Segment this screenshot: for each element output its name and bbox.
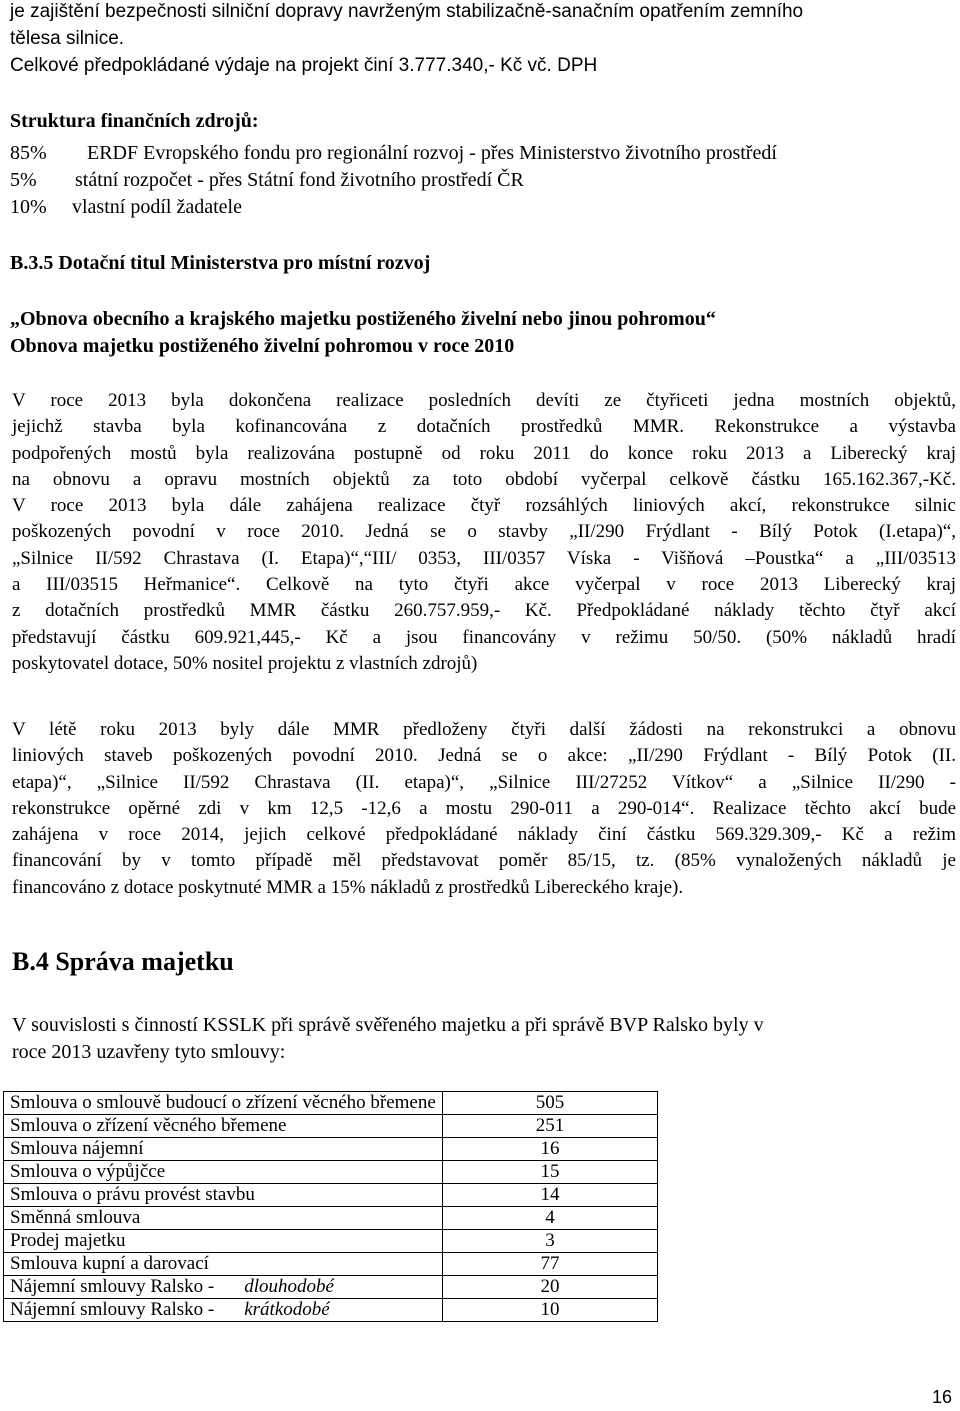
contract-name-cell <box>4 1253 443 1276</box>
contract-name-cell <box>4 1184 443 1207</box>
contract-count: 20 <box>443 1276 658 1299</box>
subheading-1: „Obnova obecního a krajského majetku postiženého živelní nebo jinou pohromou“ <box>10 308 716 330</box>
contract-name: Smlouva nájemní <box>10 1138 144 1159</box>
funding-pct: 5% <box>10 169 37 191</box>
paragraph-2 <box>12 717 956 901</box>
contract-count: 505 <box>443 1092 658 1115</box>
table-row <box>4 1230 658 1253</box>
funding-pct: 85% <box>10 142 47 164</box>
funding-text: vlastní podíl žadatele <box>72 196 242 218</box>
text-line: poškozených povodní v roce 2010. Jedná se o stavby „II/290 Frýdlant - Bílý Potok (I.etapa)“, <box>12 521 956 543</box>
contract-name-cell <box>4 1138 443 1161</box>
table-row <box>4 1092 658 1115</box>
contract-name: Nájemní smlouvy Ralsko - <box>10 1276 215 1297</box>
contract-count: 16 <box>443 1138 658 1161</box>
text-line: podpořených mostů byla realizována postupně od roku 2011 do konce roku 2013 a Liberecký kraj <box>12 442 956 464</box>
text-line: na obnovu a opravu mostních objektů za toto období vyčerpal celkově částku 165.162.367,-Kč. <box>12 468 956 490</box>
text-line: V létě roku 2013 byly dále MMR předloženy čtyři další žádosti na rekonstrukci a obnovu <box>12 719 956 740</box>
contract-name: Smlouva o výpůjčce <box>10 1161 166 1182</box>
table-row <box>4 1207 658 1230</box>
section-heading-b4: B.4 Správa majetku <box>12 947 234 976</box>
contract-name-cell <box>4 1207 443 1230</box>
contracts-table <box>3 1091 658 1322</box>
contract-count: 3 <box>443 1230 658 1253</box>
contract-name-cell <box>4 1299 443 1322</box>
contract-count: 77 <box>443 1253 658 1276</box>
b4-intro-line-2: roce 2013 uzavřeny tyto smlouvy: <box>12 1041 286 1063</box>
intro-line-2: tělesa silnice. <box>10 28 125 49</box>
table-row <box>4 1253 658 1276</box>
table-row <box>4 1115 658 1138</box>
contract-name: Smlouva kupní a darovací <box>10 1253 209 1274</box>
contract-name-cell <box>4 1276 443 1299</box>
page-number: 16 <box>931 1387 952 1407</box>
text-line: financováno z dotace poskytnuté MMR a 15% nákladů z prostředků Libereckého kraje). <box>12 876 684 898</box>
b4-intro-line-1: V souvislosti s činností KSSLK při správě svěřeného majetku a při správě BVP Ralsko byly v <box>12 1014 764 1036</box>
contract-count: 15 <box>443 1161 658 1184</box>
contract-count: 14 <box>443 1184 658 1207</box>
paragraph-1 <box>12 388 956 677</box>
text-line: etapa)“, „Silnice II/592 Chrastava (II. etapa)“, „Silnice III/27252 Vítkov“ a „Silnice II/290 - <box>12 771 956 793</box>
funding-heading: Struktura finančních zdrojů: <box>10 110 259 132</box>
contract-term: krátkodobé <box>244 1299 330 1320</box>
text-line: a III/03515 Heřmanice“. Celkově na tyto čtyři akce vyčerpal v roce 2013 Liberecký kraj <box>12 574 956 596</box>
funding-text: ERDF Evropského fondu pro regionální rozvoj - přes Ministerstvo životního prostředí <box>87 142 777 164</box>
table-row <box>4 1299 658 1322</box>
contract-name-cell <box>4 1230 443 1253</box>
table-row <box>4 1161 658 1184</box>
contract-count: 4 <box>443 1207 658 1230</box>
intro-line-1: je zajištění bezpečnosti silniční dopravy navrženým stabilizačně-sanačním opatřením zemního <box>10 1 804 22</box>
contract-name-cell <box>4 1115 443 1138</box>
contract-name: Prodej majetku <box>10 1230 126 1251</box>
text-line: z dotačních prostředků MMR částku 260.757.959,- Kč. Předpokládané náklady těchto čtyř akcí <box>12 600 956 622</box>
intro-line-3: Celkové předpokládané výdaje na projekt činí 3.777.340,- Kč vč. DPH <box>10 55 598 76</box>
text-line: rekonstrukce opěrné zdi v km 12,5 -12,6 a mostu 290-011 a 290-014“. Realizace těchto akcí bude <box>12 797 956 819</box>
text-line: představují částku 609.921,445,- Kč a jsou financovány v režimu 50/50. (50% nákladů hradí <box>12 626 956 648</box>
subheading-2: Obnova majetku postiženého živelní pohromou v roce 2010 <box>10 335 515 357</box>
contract-term: dlouhodobé <box>244 1276 334 1297</box>
text-line: zahájena v roce 2014, jejich celkové předpokládané náklady činí částku 569.329.309,- Kč a režim <box>12 824 956 846</box>
contract-name-cell <box>4 1092 443 1115</box>
table-row <box>4 1138 658 1161</box>
funding-row <box>10 167 524 193</box>
text-line: V roce 2013 byla dále zahájena realizace čtyř rozsáhlých liniových akcí, rekonstrukce silnic <box>12 495 956 517</box>
section-heading-b35: B.3.5 Dotační titul Ministerstva pro místní rozvoj <box>10 252 431 274</box>
contract-name: Nájemní smlouvy Ralsko - <box>10 1299 215 1320</box>
text-line: liniových staveb poškozených povodní 2010. Jedná se o akce: „II/290 Frýdlant - Bílý Potok (II. <box>12 745 956 767</box>
text-line: „Silnice II/592 Chrastava (I. Etapa)“,“III/ 0353, III/0357 Víska - Višňová –Poustka“ a „III/03513 <box>12 547 956 569</box>
table-row <box>4 1184 658 1207</box>
funding-row <box>10 140 777 166</box>
text-line: jejichž stavba byla kofinancována z dotačních prostředků MMR. Rekonstrukce a výstavba <box>12 416 956 438</box>
table-row <box>4 1276 658 1299</box>
funding-row <box>10 194 242 220</box>
contract-name: Smlouva o zřízení věcného břemene <box>10 1115 287 1136</box>
contract-name: Smlouva o smlouvě budoucí o zřízení věcného břemene <box>10 1092 436 1113</box>
contract-name: Směnná smlouva <box>10 1207 141 1228</box>
contract-name-cell <box>4 1161 443 1184</box>
contract-name: Smlouva o právu provést stavbu <box>10 1184 255 1205</box>
text-line: poskytovatel dotace, 50% nositel projektu z vlastních zdrojů) <box>12 652 478 674</box>
contract-count: 10 <box>443 1299 658 1322</box>
text-line: V roce 2013 byla dokončena realizace posledních devíti ze čtyřiceti jedna mostních objektů, <box>12 390 956 411</box>
contract-count: 251 <box>443 1115 658 1138</box>
funding-text: státní rozpočet - přes Státní fond životního prostředí ČR <box>75 169 524 191</box>
text-line: financování by v tomto případě měl představovat poměr 85/15, tz. (85% vynaložených nákladů je <box>12 850 956 872</box>
funding-pct: 10% <box>10 196 47 218</box>
